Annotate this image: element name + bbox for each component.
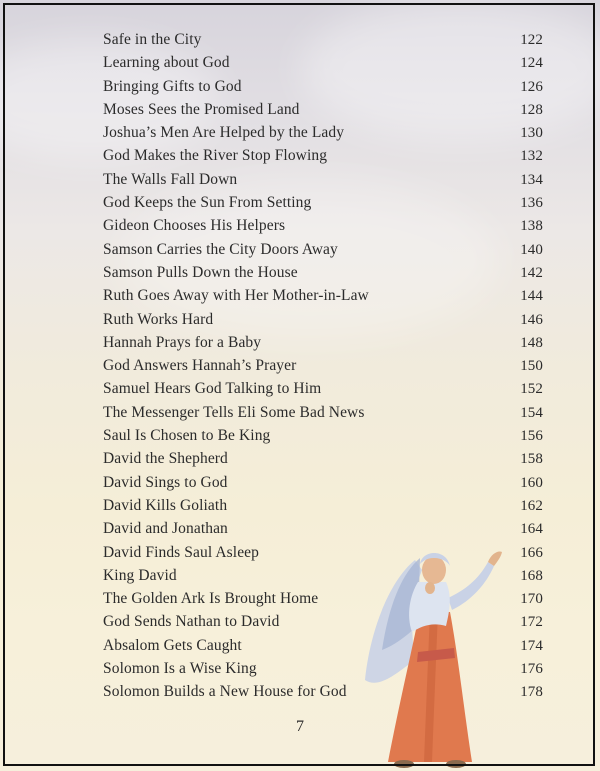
toc-entry-title: God Sends Nathan to David [103, 613, 280, 631]
toc-entry [103, 494, 543, 517]
toc-entry [103, 191, 543, 214]
toc-entry-page: 144 [520, 288, 543, 305]
toc-entry-title: Gideon Chooses His Helpers [103, 217, 286, 235]
toc-entry-title: David and Jonathan [103, 520, 228, 538]
toc-entry-page: 160 [520, 474, 543, 491]
toc-entry-title: Samson Carries the City Doors Away [103, 240, 338, 258]
toc-entry [103, 447, 543, 470]
toc-entry [103, 377, 543, 400]
toc-entry [103, 98, 543, 121]
toc-entry [103, 517, 543, 540]
toc-entry-page: 178 [520, 684, 543, 701]
toc-entry-title: God Answers Hannah’s Prayer [103, 357, 297, 375]
toc-entry-title: Ruth Goes Away with Her Mother-in-Law [103, 287, 369, 305]
toc-entry-page: 176 [520, 661, 543, 678]
toc-entry [103, 28, 543, 51]
toc-entry-page: 138 [520, 218, 543, 235]
toc-entry [103, 168, 543, 191]
toc-entry [103, 331, 543, 354]
toc-entry-page: 148 [520, 334, 543, 351]
toc-entry-page: 166 [520, 544, 543, 561]
toc-entry-title: David Sings to God [103, 473, 228, 491]
toc-entry-title: Solomon Is a Wise King [103, 660, 257, 678]
toc-entry-title: Absalom Gets Caught [103, 636, 242, 654]
toc-entry-page: 128 [520, 101, 543, 118]
toc-entry-title: Samuel Hears God Talking to Him [103, 380, 322, 398]
toc-entry [103, 401, 543, 424]
toc-entry-title: Ruth Works Hard [103, 310, 214, 328]
page-number: 7 [296, 718, 304, 735]
toc-entry-title: David Finds Saul Asleep [103, 543, 260, 561]
toc-entry-title: Bringing Gifts to God [103, 77, 242, 95]
toc-entry-page: 156 [520, 428, 543, 445]
toc-entry-page: 172 [520, 614, 543, 631]
toc-entry-page: 132 [520, 148, 543, 165]
toc-entry-page: 170 [520, 591, 543, 608]
toc-entry [103, 51, 543, 74]
toc-entry-page: 150 [520, 358, 543, 375]
toc-entry [103, 354, 543, 377]
toc-entry-page: 134 [520, 171, 543, 188]
toc-entry-page: 130 [520, 125, 543, 142]
toc-entry-title: Learning about God [103, 54, 230, 72]
toc-entry-title: God Makes the River Stop Flowing [103, 147, 328, 165]
toc-entry-title: Hannah Prays for a Baby [103, 333, 262, 351]
toc-entry [103, 261, 543, 284]
toc-entry-title: David Kills Goliath [103, 496, 228, 514]
toc-entry-page: 174 [520, 637, 543, 654]
toc-entry [103, 424, 543, 447]
toc-entry-title: The Walls Fall Down [103, 170, 238, 188]
toc-entry-page: 136 [520, 195, 543, 212]
toc-entry-title: God Keeps the Sun From Setting [103, 194, 312, 212]
toc-entry-page: 152 [520, 381, 543, 398]
toc-entry-page: 122 [520, 32, 543, 48]
toc-entry [103, 121, 543, 144]
toc-entry-title: Samson Pulls Down the House [103, 263, 298, 281]
toc-entry [103, 471, 543, 494]
toc-entry [103, 238, 543, 261]
toc-entry-page: 142 [520, 264, 543, 281]
toc-entry-page: 124 [520, 55, 543, 72]
toc-entry-title: David the Shepherd [103, 450, 228, 468]
toc-entry-page: 164 [520, 521, 543, 538]
toc-entry-title: The Golden Ark Is Brought Home [103, 590, 319, 608]
toc-entry-title: The Messenger Tells Eli Some Bad News [103, 403, 365, 421]
toc-entry-title: Solomon Builds a New House for God [103, 683, 347, 701]
toc-entry-title: King David [103, 566, 177, 584]
woman-figure-illustration [360, 540, 520, 771]
toc-entry-page: 146 [520, 311, 543, 328]
toc-entry-title: Safe in the City [103, 31, 202, 48]
toc-entry [103, 75, 543, 98]
toc-entry-title: Joshua’s Men Are Helped by the Lady [103, 124, 345, 142]
toc-entry-page: 126 [520, 78, 543, 95]
toc-entry-page: 162 [520, 497, 543, 514]
toc-entry-title: Saul Is Chosen to Be King [103, 427, 271, 445]
toc-entry-page: 140 [520, 241, 543, 258]
toc-entry [103, 214, 543, 237]
toc-entry-title: Moses Sees the Promised Land [103, 100, 300, 118]
toc-entry [103, 144, 543, 167]
toc-entry-page: 158 [520, 451, 543, 468]
toc-entry [103, 284, 543, 307]
toc-entry-page: 154 [520, 404, 543, 421]
toc-entry-page: 168 [520, 567, 543, 584]
toc-entry [103, 308, 543, 331]
